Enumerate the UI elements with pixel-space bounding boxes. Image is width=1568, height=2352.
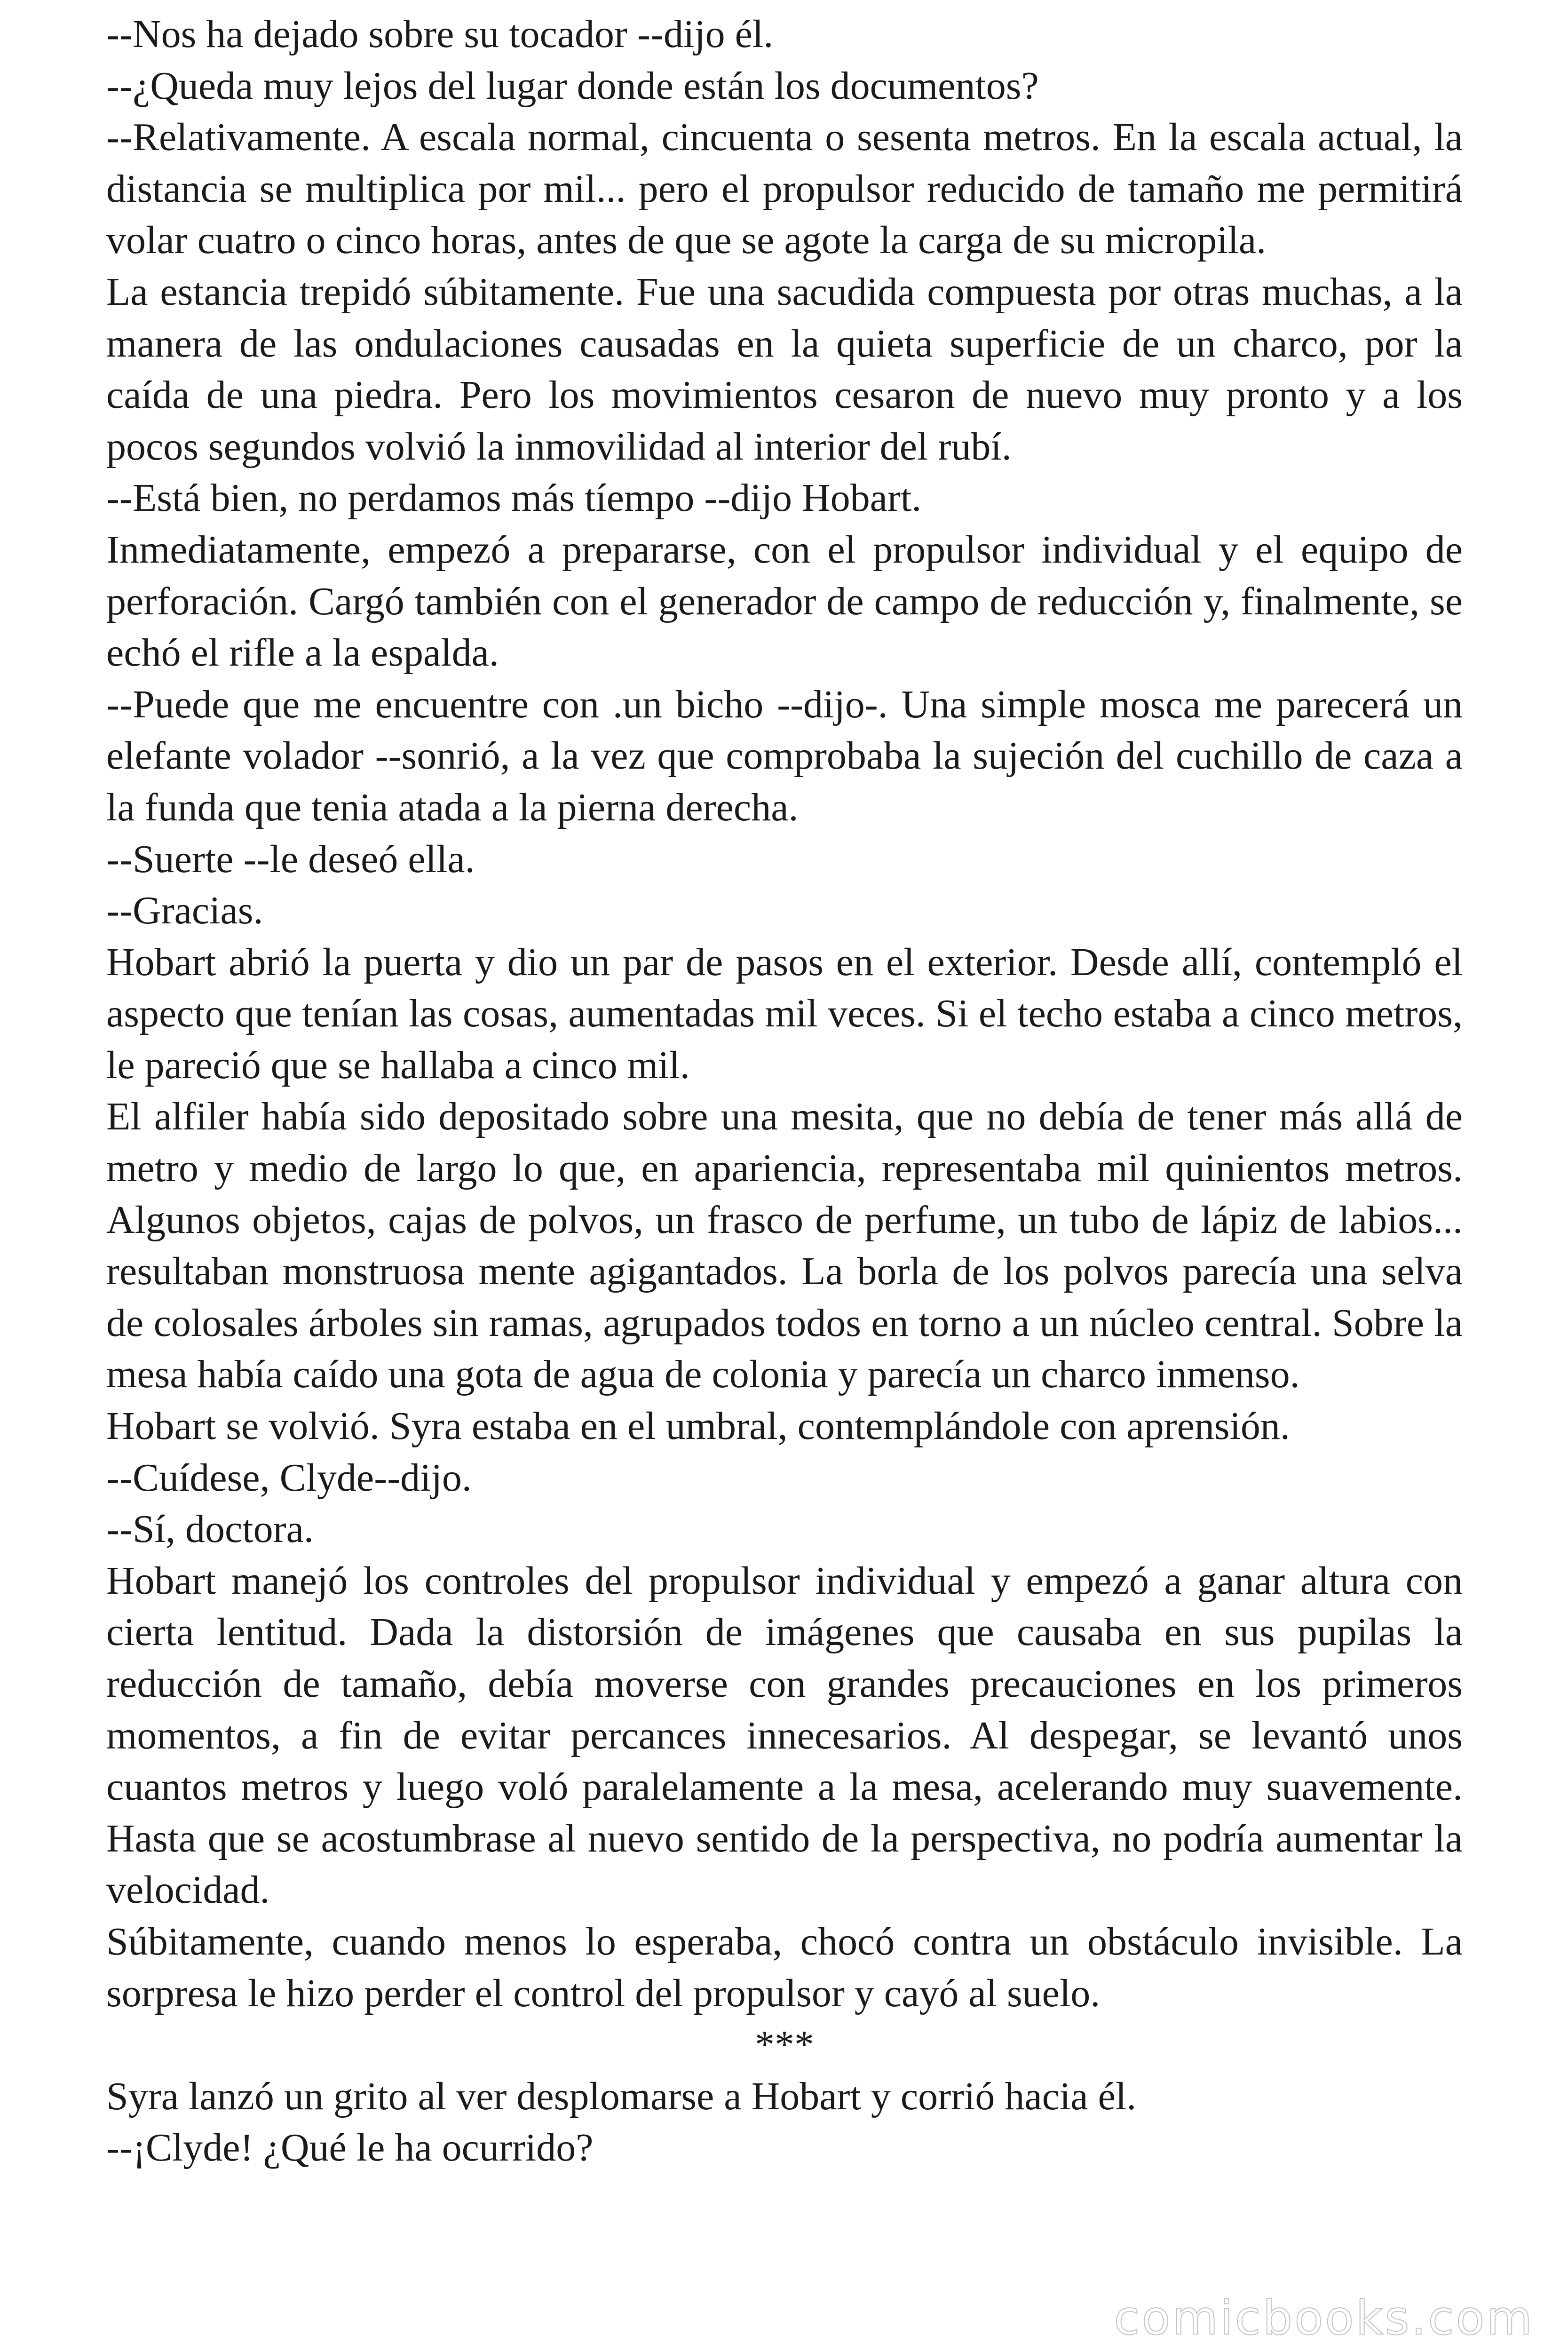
paragraph: El alfiler había sido depositado sobre una mesita, que no debía de tener más allá de metro y medio de largo lo que, en apariencia, representaba mil quinientos metros. Algunos objetos, cajas de polvos, un frasco de perfume, un tubo de lápiz de labios... resultaban monstruosa mente agigantados. La borla de los polvos parecía una selva de colosales árboles sin ramas, agrupados todos en torno a un núcleo central. Sobre la mesa había caído una gota de agua de colonia y parecía un charco inmenso. xyxy=(106,1095,1463,1397)
paragraph: La estancia trepidó súbitamente. Fue una sacudida compuesta por otras muchas, a la manera de las ondulaciones causadas en la quieta superficie de un charco, por la caída de una piedra. Pero los movimientos cesaron de nuevo muy pronto y a los pocos segundos volvió la inmovilidad al interior del rubí. xyxy=(106,270,1463,469)
paragraph: --Suerte --le deseó ella. xyxy=(106,837,475,881)
paragraph: --Está bien, no perdamos más tíempo --dijo Hobart. xyxy=(106,476,922,520)
paragraph: --Puede que me encuentre con .un bicho --dijo-. Una simple mosca me parecerá un elefante volador --sonrió, a la vez que comprobaba la sujeción del cuchillo de caza a la funda que tenia atada a la pierna derecha. xyxy=(106,682,1463,829)
paragraph: --Sí, doctora. xyxy=(106,1507,314,1551)
paragraph: Hobart abrió la puerta y dio un par de pasos en el exterior. Desde allí, contempló el aspecto que tenían las cosas, aumentadas mil veces. Si el techo estaba a cinco metros, le pareció que se hallaba a cinco mil. xyxy=(106,940,1463,1087)
paragraph: --Cuídese, Clyde--dijo. xyxy=(106,1455,472,1500)
paragraph: --¿Queda muy lejos del lugar donde están los documentos? xyxy=(106,64,1039,108)
paragraph: Hobart se volvió. Syra estaba en el umbral, contemplándole con aprensión. xyxy=(106,1404,1290,1448)
watermark-logo: comicbooks.com xyxy=(1114,2290,1534,2345)
paragraph: --Relativamente. A escala normal, cincuenta o sesenta metros. En la escala actual, la distancia se multiplica por mil... pero el propulsor reducido de tamaño me permitirá volar cuatro o cinco horas, antes de que se agote la carga de su micropila. xyxy=(106,115,1463,262)
paragraph: --Gracias. xyxy=(106,889,263,933)
paragraph: Inmediatamente, empezó a prepararse, con el propulsor individual y el equipo de perforación. Cargó también con el generador de campo de reducción y, finalmente, se echó el rifle a la espalda. xyxy=(106,527,1463,675)
paragraph: Súbitamente, cuando menos lo esperaba, chocó contra un obstáculo invisible. La sorpresa le hizo perder el control del propulsor y cayó al suelo. xyxy=(106,1919,1463,2015)
paragraph: --¡Clyde! ¿Qué le ha ocurrido? xyxy=(106,2126,594,2170)
page-text xyxy=(106,8,1463,2174)
paragraph: --Nos ha dejado sobre su tocador --dijo él. xyxy=(106,12,774,56)
section-separator: *** xyxy=(755,2023,814,2067)
paragraph: Syra lanzó un grito al ver desplomarse a Hobart y corrió hacia él. xyxy=(106,2074,1137,2118)
paragraph: Hobart manejó los controles del propulsor individual y empezó a ganar altura con cierta lentitud. Dada la distorsión de imágenes que causaba en sus pupilas la reducción de tamaño, debía moverse con grandes precauciones en los primeros momentos, a fin de evitar percances innecesarios. Al despegar, se levantó unos cuantos metros y luego voló paralelamente a la mesa, acelerando muy suavemente. Hasta que se acostumbrase al nuevo sentido de la perspectiva, no podría aumentar la velocidad. xyxy=(106,1558,1463,1912)
